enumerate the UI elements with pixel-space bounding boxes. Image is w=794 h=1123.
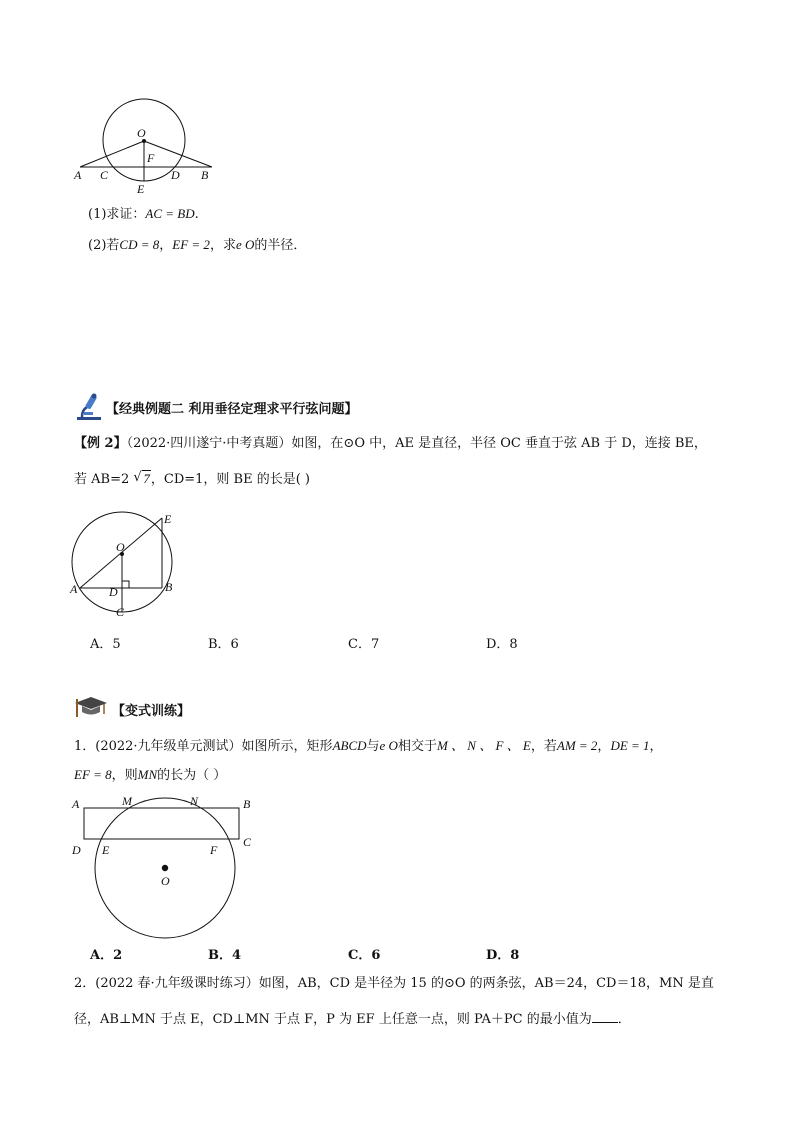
q1-label-a: A (72, 797, 80, 811)
q1-center-dot (162, 865, 168, 871)
label-a: A (74, 168, 82, 182)
part2-end: 的半径． (254, 238, 307, 253)
q1-text-c: 相交于 (397, 739, 437, 754)
part2-prefix: (2)若 (88, 238, 120, 253)
q1-option-c[interactable]: C．6 (348, 948, 381, 963)
ex2-label-b: B (165, 580, 173, 594)
ex2-option-b[interactable]: B．6 (208, 637, 239, 652)
part1-math: AC = BD (145, 206, 195, 221)
part2-mid: ，求 (209, 238, 236, 253)
part1-prefix: (1)求证： (88, 207, 146, 222)
part2-line (88, 236, 306, 255)
part2-sep: ， (159, 238, 173, 253)
example2-line2-suffix: ，CD=1，则 BE 的长是( ) (150, 472, 311, 487)
microscope-icon (74, 392, 104, 422)
label-f: F (147, 151, 155, 165)
q2-answer-blank[interactable] (592, 1010, 618, 1023)
sqrt-symbol: √ 7 (133, 470, 150, 486)
q1-label-n: N (190, 794, 199, 808)
q1-text-a: 1．(2022·九年级单元测试）如图所示，矩形 (74, 739, 333, 754)
ex2-option-a[interactable]: A．5 (90, 637, 121, 652)
q2-text: 径，AB⊥MN 于点 E，CD⊥MN 于点 F，P 为 EF 上任意一点，则 PA＋PC 的最小值为 (74, 1012, 592, 1027)
q1-text-g: 的长为（ ） (157, 768, 227, 783)
radicand: 7 (143, 471, 150, 486)
q1-text-e: ， (649, 739, 663, 754)
ex2-label-c: C (116, 605, 125, 619)
q1-label-d: D (72, 843, 81, 857)
example2-line2 (74, 470, 310, 489)
q1-text-b: 与 (366, 739, 380, 754)
q1-de: DE = 1 (610, 738, 650, 753)
q1-figure (68, 792, 263, 942)
q1-am: AM = 2 (556, 738, 598, 753)
ex2-label-a: A (70, 582, 78, 596)
graduation-cap-icon (74, 695, 108, 719)
q1-points: M 、 N 、 F 、 E (436, 738, 531, 753)
q1-label-c: C (243, 835, 252, 849)
part2-cd: CD = 8 (119, 237, 160, 252)
example2-source: （2022·四川遂宁·中考真题）如图，在⊙O 中，AE 是直径，半径 OC 垂直于弦 AB 于 D，连接 BE， (126, 436, 707, 451)
example2-line1 (74, 435, 707, 453)
example2-line2-prefix: 若 AB=2 (74, 472, 130, 487)
example2-heading: 【经典例题二 利用垂径定理求平行弦问题】 (106, 402, 358, 417)
q1-circle: e O (379, 738, 398, 753)
q1-line2 (74, 766, 226, 785)
label-o: O (137, 126, 146, 140)
right-angle-mark (122, 581, 129, 588)
part2-circle: e O (235, 237, 255, 252)
q1-option-b[interactable]: B．4 (208, 948, 242, 963)
ex2-option-c[interactable]: C．7 (348, 637, 380, 652)
q2-line2 (74, 1010, 631, 1029)
label-c: C (100, 168, 109, 182)
ex2-label-d: D (109, 585, 118, 599)
q1-text-f: ，则 (111, 768, 138, 783)
q1-abcd: ABCD (332, 738, 367, 753)
variant-heading: 【变式训练】 (112, 704, 191, 719)
part1-end: . (194, 207, 199, 222)
ex2-label-o: O (116, 540, 125, 554)
q2-end: ． (617, 1012, 631, 1027)
q1-option-a[interactable]: A．2 (90, 948, 123, 963)
q1-label-o: O (161, 874, 170, 888)
part2-ef: EF = 2 (172, 237, 210, 252)
part1-line (88, 205, 199, 224)
q1-label-e: E (102, 843, 110, 857)
q1-label-m: M (122, 794, 132, 808)
label-d: D (171, 168, 180, 182)
top-figure (70, 95, 220, 197)
example2-tag: 【例 2】 (74, 436, 127, 451)
q1-label-b: B (243, 797, 251, 811)
ex2-label-e: E (164, 512, 172, 526)
q1-rectangle (84, 808, 239, 839)
ex2-option-d[interactable]: D．8 (486, 637, 518, 652)
q1-mn: MN (137, 767, 158, 782)
q1-ef: EF = 8 (74, 767, 112, 782)
example2-figure (68, 510, 183, 620)
q1-line1 (74, 737, 663, 756)
q1-text-d: ，若 (530, 739, 557, 754)
label-e: E (137, 182, 145, 196)
label-b: B (201, 168, 209, 182)
q2-line1: 2．(2022 春·九年级课时练习）如图，AB，CD 是半径为 15 的⊙O 的两条弦，AB＝24，CD＝18，MN 是直 (74, 976, 714, 991)
q1-option-d[interactable]: D．8 (486, 948, 520, 963)
line-oa (80, 141, 144, 167)
q1-label-f: F (210, 843, 218, 857)
q1-sep: ， (597, 739, 611, 754)
